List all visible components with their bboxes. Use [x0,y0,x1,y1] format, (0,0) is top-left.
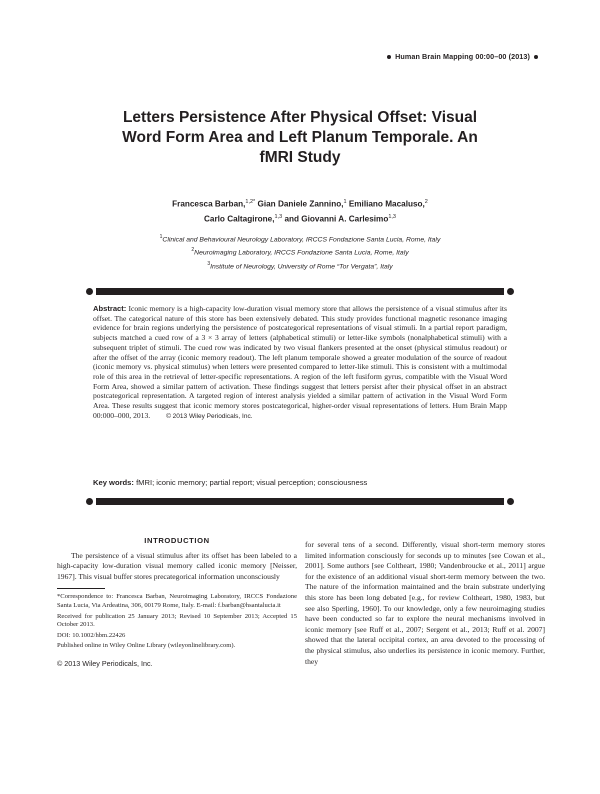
abstract-bottom-rule [96,498,504,505]
abstract-label: Abstract: [93,304,127,313]
footnote-received: Received for publication 25 January 2013; Revised 10 September 2013; Accepted 15 October 2013. [57,612,297,629]
author-name: Francesca Barban, [172,199,246,209]
footnote-doi: DOI: 10.1002/hbm.22426 [57,631,126,639]
affil-text: Clinical and Behavioural Neurology Laboratory, IRCCS Fondazione Santa Lucia, Rome, Italy [162,236,441,244]
body-paragraph: The persistence of a visual stimulus after its offset has been labeled to a high-capacity low-duration visual memory called iconic memory [Neisser, 1967]. This visual buffer stores precategorical information unconsciously [57,550,297,581]
author-affil-marker: 1,3 [388,214,396,221]
copyright: © 2013 Wiley Periodicals, Inc. [57,658,153,668]
bullet-icon [387,55,391,59]
author-name: and Giovanni A. Carlesimo [284,214,389,224]
title-line: Letters Persistence After Physical Offset: Visual [122,109,478,126]
affiliation [80,259,520,272]
rule-end-dot-icon [86,288,93,295]
footnote-published: Published online in Wiley Online Library (wileyonlinelibrary.com). [57,642,236,650]
bullet-icon [534,55,538,59]
footnote-divider [57,588,105,589]
right-column [305,540,545,667]
author-line [80,196,520,211]
abstract-top-rule [96,288,504,295]
rule-end-dot-icon [507,498,514,505]
affiliation [80,232,520,245]
rule-end-dot-icon [507,288,514,295]
abstract-copyright: © 2013 Wiley Periodicals, Inc. [166,412,253,420]
author-line [80,211,520,226]
body-paragraph: for several tens of a second. Differently, visual short-term memory stores limited information consciously for seconds up to minutes [see Cowan et al., 2001]. Some authors [see Coltheart, 1980; Vandenbroucke et al., 2011] argue for the existence of an additional visual short-term memory between the two. The nature of the information maintained and the brain substrate underlying this store has been long debated [e.g., for review Coltheart, 1980, 1983, but see also Sperling, 1960]. To our knowledge, only a few neuroimaging studies have been conducted so far to explore the neural mechanisms involved in iconic memory [see Ruff et al., 2007; Sergent et al., 2013; Ruff et al. 2007] showed that the lateral occipital cortex, an area devoted to the processing of the physical stimulus, also underlies its persistence in iconic memory. Further, they [305,540,545,666]
keywords-text: fMRI; iconic memory; partial report; visual perception; consciousness [136,478,368,487]
author-name: Carlo Caltagirone, [203,214,275,224]
footnote-correspondence: *Correspondence to: Francesca Barban, Neuroimaging Laboratory, IRCCS Fondazione Santa Lucia, Via Ardeatina, 306, 00179 Rome, Italy. E-mail: f.barban@hsantalucia.it [57,593,297,609]
rule-end-dot-icon [86,498,93,505]
left-column [57,536,297,670]
section-heading: INTRODUCTION [144,536,210,545]
affiliation [80,245,520,258]
author-list [80,196,520,226]
abstract-body: Iconic memory is a high-capacity low-duration visual memory store that allows the persistence of a visual stimulus after its offset. The categorical nature of this store has been extensively debated. This study provides functional magnetic resonance imaging evidence for brain regions underlying the persistence of postcategorical representations of visual stimuli. In a partial report paradigm, subjects matched a cued row of a 3 × 3 array of letters (alphabetical stimuli) or letter-like symbols (nonalphabetical stimuli) with a subsequent triplet of stimuli. The cued row was indicated by two visual flankers presented at the onset (physical stimulus readout) or after the offset of the array (iconic memory readout). The left planum temporale showed a greater modulation of the source of readout (iconic memory vs. physical stimulus) when letters were presented compared to letter-like stimuli. This is consistent with a multimodal role of this area in the retrieval of letter-specific representations. A region of the left fusiform gyrus, compatible with the Visual Word Form Area, showed a similar pattern of activation. These findings suggest that letters persist after their physical offset in an abstract postcategorical representation. A targeted region of interest analysis yielded a similar pattern of activation in the Visual Word Form Area. These results suggest that iconic memory stores postcategorical, higher-order visual representations of letters. Hum Brain Mapp 00:000–000, 2013. [93,304,507,420]
author-affil-marker: 1 [343,199,347,205]
author-name: Gian Daniele Zannino, [257,199,344,209]
article-title [80,108,520,168]
journal-citation: Human Brain Mapping 00:00–00 (2013) [395,52,530,61]
abstract [93,304,507,421]
affil-marker: 2 [191,247,195,254]
author-affil-marker: 2 [424,199,428,205]
affil-marker: 1 [159,234,163,240]
affil-text: Institute of Neurology, University of Rome “Tor Vergata”, Italy [210,262,393,270]
running-head [383,52,542,61]
title-line: Word Form Area and Left Planum Temporale. An [122,129,478,146]
author-affil-marker: 1,3 [274,214,283,221]
keywords-label: Key words: [93,478,134,487]
affiliation-list [80,232,520,272]
keywords [93,478,507,487]
affil-marker: 3 [207,260,211,267]
author-affil-marker: 1,2* [245,199,256,205]
affil-text: Neuroimaging Laboratory, IRCCS Fondazione Santa Lucia, Rome, Italy [194,249,409,257]
title-line: fMRI Study [259,149,341,166]
author-name: Emiliano Macaluso, [348,199,425,209]
